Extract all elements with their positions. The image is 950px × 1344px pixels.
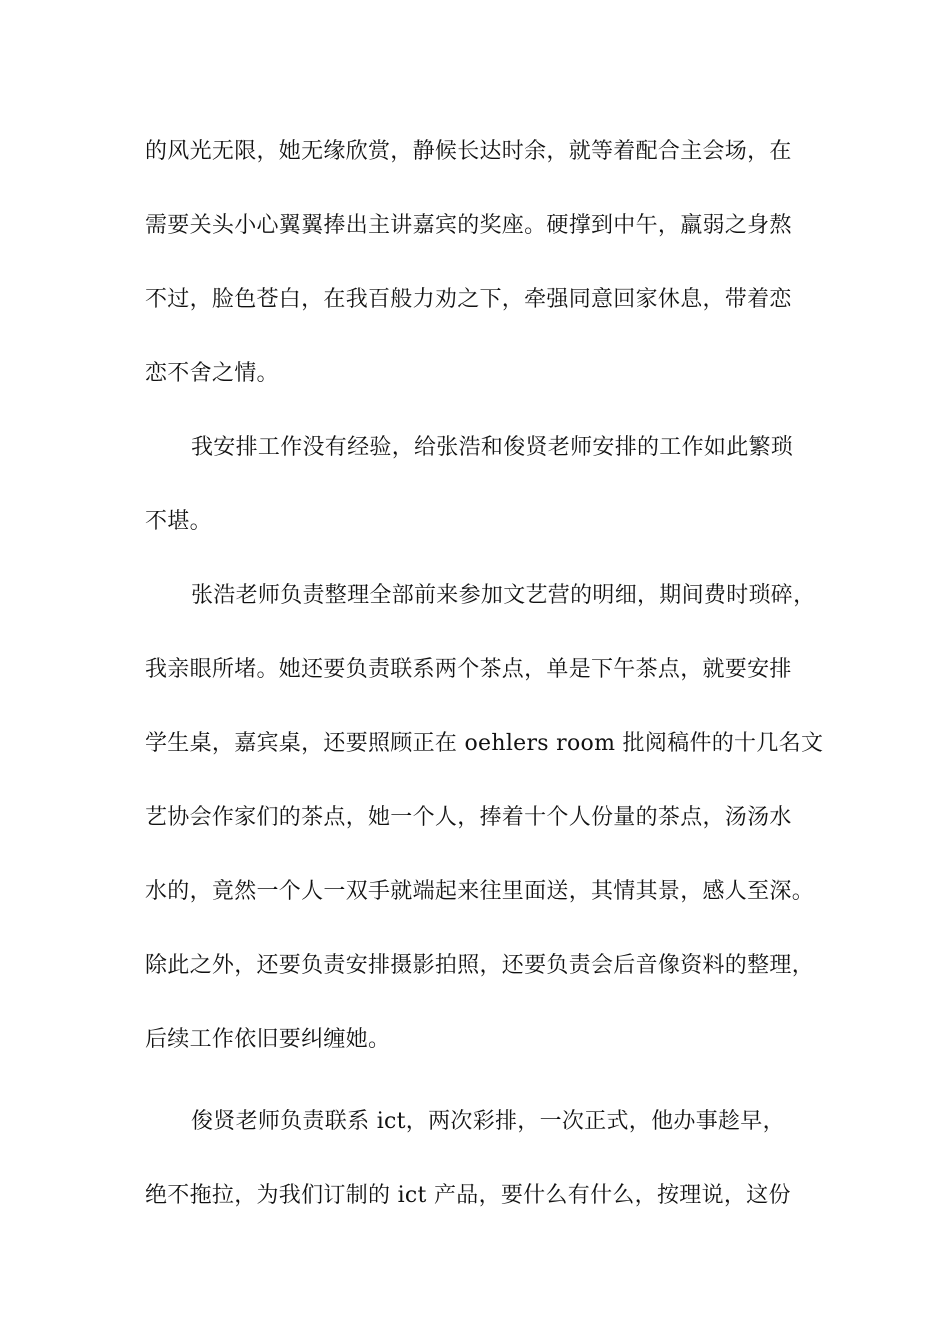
text-line: 水的，竟然一个人一双手就端起来往里面送，其情其景，感人至深。 [145, 879, 815, 904]
text-line: 绝不拖拉，为我们订制的 ict 产品，要什么有什么，按理说，这份 [145, 1183, 791, 1208]
text-line: 除此之外，还要负责安排摄影拍照，还要负责会后音像资料的整理， [145, 953, 815, 978]
text-line: 我亲眼所堵。她还要负责联系两个茶点，单是下午茶点，就要安排 [145, 657, 792, 682]
text-line: 需要关头小心翼翼捧出主讲嘉宾的奖座。硬撑到中午，羸弱之身熬 [145, 213, 792, 238]
paragraph-first-line: 俊贤老师负责联系 ict，两次彩排，一次正式，他办事趁早， [191, 1109, 785, 1134]
text-line: 艺协会作家们的茶点，她一个人，捧着十个人份量的茶点，汤汤水 [145, 805, 792, 830]
text-line: 恋不舍之情。 [145, 361, 279, 386]
text-line: 的风光无限，她无缘欣赏，静候长达时余，就等着配合主会场，在 [145, 139, 792, 164]
text-line: 后续工作依旧要纠缠她。 [145, 1027, 391, 1052]
text-line: 学生桌，嘉宾桌，还要照顾正在 oehlers room 批阅稿件的十几名文 [145, 731, 824, 756]
text-line: 不堪。 [145, 509, 212, 534]
paragraph-first-line: 我安排工作没有经验，给张浩和俊贤老师安排的工作如此繁琐 [191, 435, 794, 460]
text-line: 不过，脸色苍白，在我百般力劝之下，牵强同意回家休息，带着恋 [145, 287, 792, 312]
paragraph-first-line: 张浩老师负责整理全部前来参加文艺营的明细，期间费时琐碎， [191, 583, 816, 608]
